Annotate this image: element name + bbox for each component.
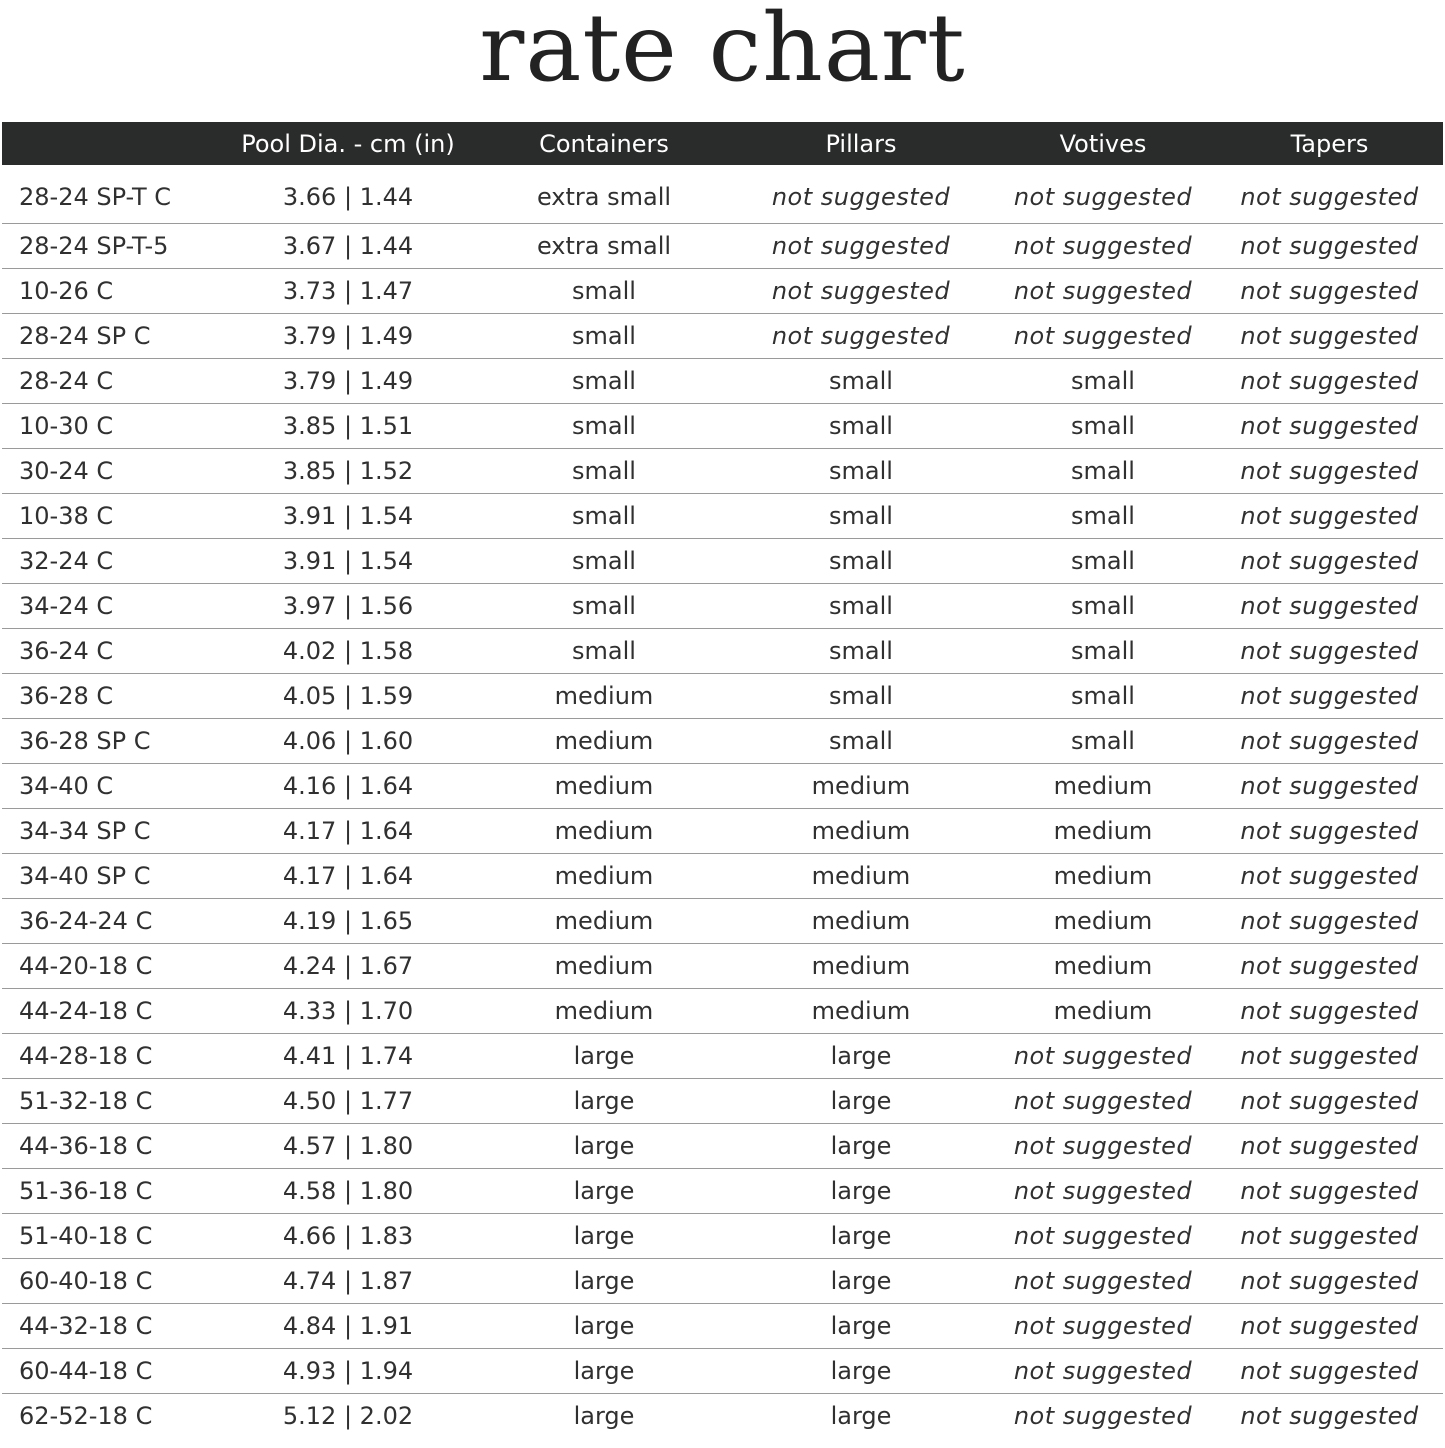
rate-table (2, 122, 1443, 1438)
tapers-cell: not suggested (1216, 629, 1443, 674)
wick-cell: 10-38 C (2, 494, 220, 539)
containers-cell: large (476, 1214, 732, 1259)
table-row (2, 584, 1443, 629)
tapers-cell: not suggested (1216, 854, 1443, 899)
wick-cell: 51-36-18 C (2, 1169, 220, 1214)
containers-cell: medium (476, 719, 732, 764)
containers-cell: small (476, 269, 732, 314)
votives-cell: not suggested (990, 1304, 1216, 1349)
pool-diameter-cell: 4.58 | 1.80 (220, 1169, 476, 1214)
pool-diameter-cell: 4.16 | 1.64 (220, 764, 476, 809)
table-row (2, 1259, 1443, 1304)
votives-cell: not suggested (990, 1034, 1216, 1079)
votives-cell: medium (990, 899, 1216, 944)
containers-cell: medium (476, 989, 732, 1034)
pool-diameter-cell: 4.57 | 1.80 (220, 1124, 476, 1169)
table-row (2, 449, 1443, 494)
tapers-cell: not suggested (1216, 1214, 1443, 1259)
tapers-cell: not suggested (1216, 449, 1443, 494)
table-row (2, 359, 1443, 404)
wick-cell: 28-24 SP-T-5 (2, 224, 220, 269)
containers-cell: small (476, 494, 732, 539)
wick-cell: 44-20-18 C (2, 944, 220, 989)
tapers-cell: not suggested (1216, 1079, 1443, 1124)
tapers-cell: not suggested (1216, 224, 1443, 269)
votives-cell: not suggested (990, 224, 1216, 269)
table-row (2, 1304, 1443, 1349)
tapers-cell: not suggested (1216, 539, 1443, 584)
containers-cell: large (573, 1402, 635, 1430)
containers-cell: large (476, 1349, 732, 1394)
header-wick (2, 122, 220, 165)
pillars-cell: small (732, 404, 990, 449)
table-row (2, 629, 1443, 674)
votives-cell: medium (990, 989, 1216, 1034)
tapers-cell: not suggested (1216, 899, 1443, 944)
header-pillars: Pillars (825, 129, 897, 158)
wick-cell: 34-34 SP C (2, 809, 220, 854)
table-row (2, 404, 1443, 449)
votives-cell: not suggested (1013, 1402, 1193, 1430)
wick-cell: 32-24 C (2, 539, 220, 584)
pillars-cell: large (732, 1259, 990, 1304)
pool-diameter-cell: 4.06 | 1.60 (220, 719, 476, 764)
header-tapers: Tapers (1290, 129, 1369, 158)
tapers-cell: not suggested (1216, 674, 1443, 719)
tapers-cell: not suggested (1216, 1349, 1443, 1394)
votives-cell: not suggested (990, 1349, 1216, 1394)
votives-cell: small (990, 719, 1216, 764)
containers-cell: large (476, 1079, 732, 1124)
votives-cell: small (990, 539, 1216, 584)
votives-cell: medium (990, 854, 1216, 899)
wick-cell: 30-24 C (2, 449, 220, 494)
votives-cell: not suggested (990, 1079, 1216, 1124)
page-title: rate chart (479, 0, 966, 103)
containers-cell: small (476, 359, 732, 404)
pillars-cell: not suggested (732, 314, 990, 359)
votives-cell: small (990, 449, 1216, 494)
pool-diameter-cell: 4.24 | 1.67 (220, 944, 476, 989)
pillars-cell: not suggested (732, 224, 990, 269)
pool-diameter-cell: 4.50 | 1.77 (220, 1079, 476, 1124)
votives-cell: small (990, 494, 1216, 539)
pillars-cell: small (732, 719, 990, 764)
pillars-cell: medium (732, 809, 990, 854)
pillars-cell: large (732, 1124, 990, 1169)
votives-cell: medium (990, 809, 1216, 854)
containers-cell: medium (476, 764, 732, 809)
pool-diameter-cell: 3.66 | 1.44 (220, 165, 476, 224)
pillars-cell: small (732, 539, 990, 584)
tapers-cell: not suggested (1216, 719, 1443, 764)
wick-cell: 28-24 SP C (2, 314, 220, 359)
pool-diameter-cell: 4.66 | 1.83 (220, 1214, 476, 1259)
wick-cell: 51-32-18 C (2, 1079, 220, 1124)
containers-cell: large (476, 1124, 732, 1169)
table-row (2, 1214, 1443, 1259)
tapers-cell: not suggested (1216, 989, 1443, 1034)
pool-diameter-cell: 4.41 | 1.74 (220, 1034, 476, 1079)
pool-diameter-cell: 4.17 | 1.64 (220, 809, 476, 854)
containers-cell: medium (476, 854, 732, 899)
wick-cell: 10-30 C (2, 404, 220, 449)
votives-cell: not suggested (990, 165, 1216, 224)
pillars-cell: not suggested (732, 269, 990, 314)
tapers-cell: not suggested (1216, 404, 1443, 449)
votives-cell: small (990, 584, 1216, 629)
tapers-cell: not suggested (1216, 584, 1443, 629)
tapers-cell: not suggested (1216, 494, 1443, 539)
pillars-cell: small (732, 359, 990, 404)
votives-cell: medium (990, 944, 1216, 989)
wick-cell: 28-24 C (2, 359, 220, 404)
table-row (2, 719, 1443, 764)
pillars-cell: medium (732, 854, 990, 899)
tapers-cell: not suggested (1216, 764, 1443, 809)
wick-cell: 34-40 SP C (2, 854, 220, 899)
tapers-cell: not suggested (1216, 809, 1443, 854)
pool-diameter-cell: 4.93 | 1.94 (220, 1349, 476, 1394)
pillars-cell: large (732, 1304, 990, 1349)
wick-cell: 60-40-18 C (2, 1259, 220, 1304)
wick-cell: 28-24 SP-T C (2, 165, 220, 224)
wick-cell: 44-24-18 C (2, 989, 220, 1034)
table-row (2, 494, 1443, 539)
pool-diameter-cell: 3.79 | 1.49 (220, 359, 476, 404)
pool-diameter-cell: 3.73 | 1.47 (220, 269, 476, 314)
votives-cell: not suggested (990, 1124, 1216, 1169)
containers-cell: medium (476, 899, 732, 944)
wick-cell: 36-24 C (2, 629, 220, 674)
pillars-cell: large (830, 1402, 892, 1430)
pillars-cell: not suggested (732, 165, 990, 224)
pool-diameter-cell: 4.19 | 1.65 (220, 899, 476, 944)
tapers-cell: not suggested (1216, 1259, 1443, 1304)
votives-cell: small (990, 629, 1216, 674)
votives-cell: medium (990, 764, 1216, 809)
containers-cell: small (476, 449, 732, 494)
tapers-cell: not suggested (1216, 1034, 1443, 1079)
votives-cell: small (990, 674, 1216, 719)
pillars-cell: large (732, 1214, 990, 1259)
table-row (2, 539, 1443, 584)
wick-cell: 62-52-18 C (19, 1402, 153, 1430)
tapers-cell: not suggested (1216, 1124, 1443, 1169)
table-row (2, 899, 1443, 944)
pool-diameter-cell: 4.84 | 1.91 (220, 1304, 476, 1349)
tapers-cell: not suggested (1216, 359, 1443, 404)
pool-diameter-cell: 4.74 | 1.87 (220, 1259, 476, 1304)
wick-cell: 36-28 C (2, 674, 220, 719)
containers-cell: extra small (476, 165, 732, 224)
pool-diameter-cell: 4.17 | 1.64 (220, 854, 476, 899)
votives-cell: small (990, 359, 1216, 404)
pillars-cell: large (732, 1169, 990, 1214)
pool-diameter-cell: 3.85 | 1.52 (220, 449, 476, 494)
pool-diameter-cell: 4.33 | 1.70 (220, 989, 476, 1034)
pillars-cell: large (732, 1034, 990, 1079)
pillars-cell: large (732, 1079, 990, 1124)
pillars-cell: medium (732, 899, 990, 944)
pillars-cell: medium (732, 989, 990, 1034)
header-containers: Containers (539, 129, 669, 158)
table-row (2, 809, 1443, 854)
pillars-cell: small (732, 494, 990, 539)
tapers-cell: not suggested (1216, 1169, 1443, 1214)
table-row (2, 854, 1443, 899)
tapers-cell: not suggested (1216, 165, 1443, 224)
containers-cell: large (476, 1034, 732, 1079)
table-row (2, 674, 1443, 719)
wick-cell: 51-40-18 C (2, 1214, 220, 1259)
wick-cell: 44-36-18 C (2, 1124, 220, 1169)
tapers-cell: not suggested (1216, 944, 1443, 989)
containers-cell: large (476, 1169, 732, 1214)
containers-cell: medium (476, 674, 732, 719)
votives-cell: not suggested (990, 1259, 1216, 1304)
table-row (2, 1079, 1443, 1124)
containers-cell: large (476, 1304, 732, 1349)
pillars-cell: medium (732, 764, 990, 809)
table-row (2, 165, 1443, 224)
wick-cell: 34-24 C (2, 584, 220, 629)
table-row (2, 1169, 1443, 1214)
containers-cell: small (476, 584, 732, 629)
table-row (2, 224, 1443, 269)
header-votives: Votives (1059, 129, 1147, 158)
containers-cell: small (476, 404, 732, 449)
header-pool-diameter: Pool Dia. - cm (in) (241, 129, 455, 158)
tapers-cell: not suggested (1216, 314, 1443, 359)
containers-cell: small (476, 314, 732, 359)
wick-cell: 36-28 SP C (2, 719, 220, 764)
pillars-cell: small (732, 629, 990, 674)
wick-cell: 44-32-18 C (2, 1304, 220, 1349)
containers-cell: medium (476, 944, 732, 989)
tapers-cell: not suggested (1216, 269, 1443, 314)
containers-cell: extra small (476, 224, 732, 269)
containers-cell: small (476, 629, 732, 674)
table-row (2, 764, 1443, 809)
pool-diameter-cell: 3.91 | 1.54 (220, 539, 476, 584)
votives-cell: not suggested (990, 1169, 1216, 1214)
containers-cell: medium (476, 809, 732, 854)
table-row (2, 1034, 1443, 1079)
table-row (2, 269, 1443, 314)
pillars-cell: small (732, 674, 990, 719)
wick-cell: 44-28-18 C (2, 1034, 220, 1079)
votives-cell: not suggested (990, 314, 1216, 359)
votives-cell: not suggested (990, 1214, 1216, 1259)
pool-diameter-cell: 3.97 | 1.56 (220, 584, 476, 629)
votives-cell: not suggested (990, 269, 1216, 314)
pool-diameter-cell: 5.12 | 2.02 (282, 1402, 414, 1430)
pool-diameter-cell: 4.05 | 1.59 (220, 674, 476, 719)
pool-diameter-cell: 3.67 | 1.44 (220, 224, 476, 269)
pillars-cell: small (732, 449, 990, 494)
pool-diameter-cell: 4.02 | 1.58 (220, 629, 476, 674)
tapers-cell: not suggested (1240, 1402, 1419, 1430)
pool-diameter-cell: 3.79 | 1.49 (220, 314, 476, 359)
wick-cell: 34-40 C (2, 764, 220, 809)
pillars-cell: large (732, 1349, 990, 1394)
table-header-row (2, 122, 1443, 165)
containers-cell: large (476, 1259, 732, 1304)
pool-diameter-cell: 3.85 | 1.51 (220, 404, 476, 449)
table-row (2, 944, 1443, 989)
table-row (2, 989, 1443, 1034)
table-row (2, 1124, 1443, 1169)
wick-cell: 10-26 C (2, 269, 220, 314)
votives-cell: small (990, 404, 1216, 449)
containers-cell: small (476, 539, 732, 584)
wick-cell: 36-24-24 C (2, 899, 220, 944)
tapers-cell: not suggested (1216, 1304, 1443, 1349)
pool-diameter-cell: 3.91 | 1.54 (220, 494, 476, 539)
table-body (2, 165, 1443, 1438)
pillars-cell: small (732, 584, 990, 629)
wick-cell: 60-44-18 C (2, 1349, 220, 1394)
table-row (2, 314, 1443, 359)
table-row (2, 1394, 1443, 1439)
pillars-cell: medium (732, 944, 990, 989)
table-row (2, 1349, 1443, 1394)
